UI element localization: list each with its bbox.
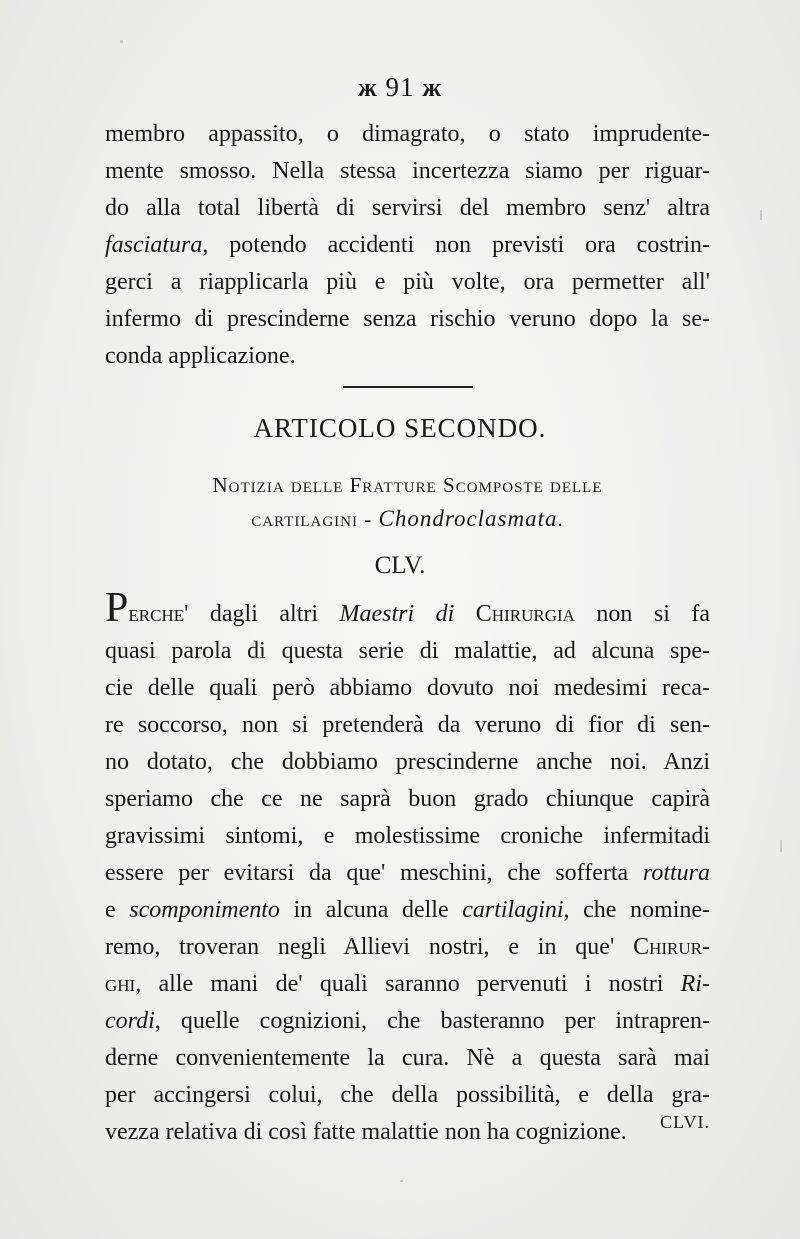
text-line: derne convenientemente la cura. Nè a questa sarà mai xyxy=(105,1045,710,1071)
paper-speck xyxy=(400,1180,403,1182)
text-line: gravissimi sintomi, e molestissime croniche infermitadi xyxy=(105,823,710,849)
text-line: no dotato, che dobbiamo prescinderne anche noi. Anzi xyxy=(105,749,710,775)
paragraph-continuation xyxy=(105,116,710,375)
text-line: e scomponimento in alcuna delle cartilagini, che nomine- xyxy=(105,897,711,923)
subtitle-line: cartilagini - Chondroclasmata. xyxy=(251,506,564,531)
text-line: essere per evitarsi da que' meschini, che sofferta rottura xyxy=(105,860,711,886)
catchword: CLVI. xyxy=(660,1112,710,1132)
text-line: conda applicazione. xyxy=(105,343,296,369)
header-ornament-icon: ж xyxy=(422,73,443,102)
section-divider xyxy=(343,386,473,388)
text-line: fasciatura, potendo accidenti non previsti ora costrin- xyxy=(105,232,710,258)
text-line: ghi, alle mani de' quali saranno pervenuti i nostri Ri- xyxy=(105,971,710,997)
paper-speck xyxy=(780,840,782,852)
article-subtitle xyxy=(105,468,710,536)
text-line: membro appassito, o dimagrato, o stato imprudente- xyxy=(105,121,710,147)
header-ornament-icon: ж xyxy=(357,73,378,102)
text-line: do alla total libertà di servirsi del membro senz' altra xyxy=(105,195,710,221)
article-title: ARTICOLO SECONDO. xyxy=(253,413,547,443)
paragraph-main xyxy=(105,585,711,1151)
italic-term: fasciatura xyxy=(105,232,203,258)
drop-cap: P xyxy=(105,585,129,631)
paper-speck xyxy=(120,40,123,43)
text-line: mente smosso. Nella stessa incertezza siamo per riguar- xyxy=(105,158,710,184)
page-header xyxy=(0,72,800,103)
text-line: gerci a riapplicarla più e più volte, ora permetter all' xyxy=(105,269,710,295)
text-line: cie delle quali però abbiamo dovuto noi medesimi reca- xyxy=(105,675,710,701)
text-line: quasi parola di questa serie di malattie, ad alcuna spe- xyxy=(105,638,710,664)
subtitle-line: Notizia delle Fratture Scomposte delle xyxy=(212,473,603,497)
text-line: cordi, quelle cognizioni, che basteranno per intrapren- xyxy=(105,1008,710,1034)
text-line: infermo di prescinderne senza rischio veruno dopo la se- xyxy=(105,306,710,332)
text-line: vezza relativa di così fatte malattie non ha cognizione. xyxy=(105,1119,627,1145)
text-line: Perche' dagli altri Maestri di Chirurgia non si fa xyxy=(105,585,710,631)
page-number: 91 xyxy=(385,72,415,102)
paper-speck xyxy=(760,210,762,220)
text-line: re soccorso, non si pretenderà da veruno di fior di sen- xyxy=(105,712,710,738)
text-line: speriamo che ce ne saprà buon grado chiunque capirà xyxy=(105,786,710,812)
text-line: remo, troveran negli Allievi nostri, e in que' Chirur- xyxy=(105,934,710,960)
text-line: per accingersi colui, che della possibilità, e della gra- xyxy=(105,1082,710,1108)
section-number: CLV. xyxy=(374,552,426,579)
